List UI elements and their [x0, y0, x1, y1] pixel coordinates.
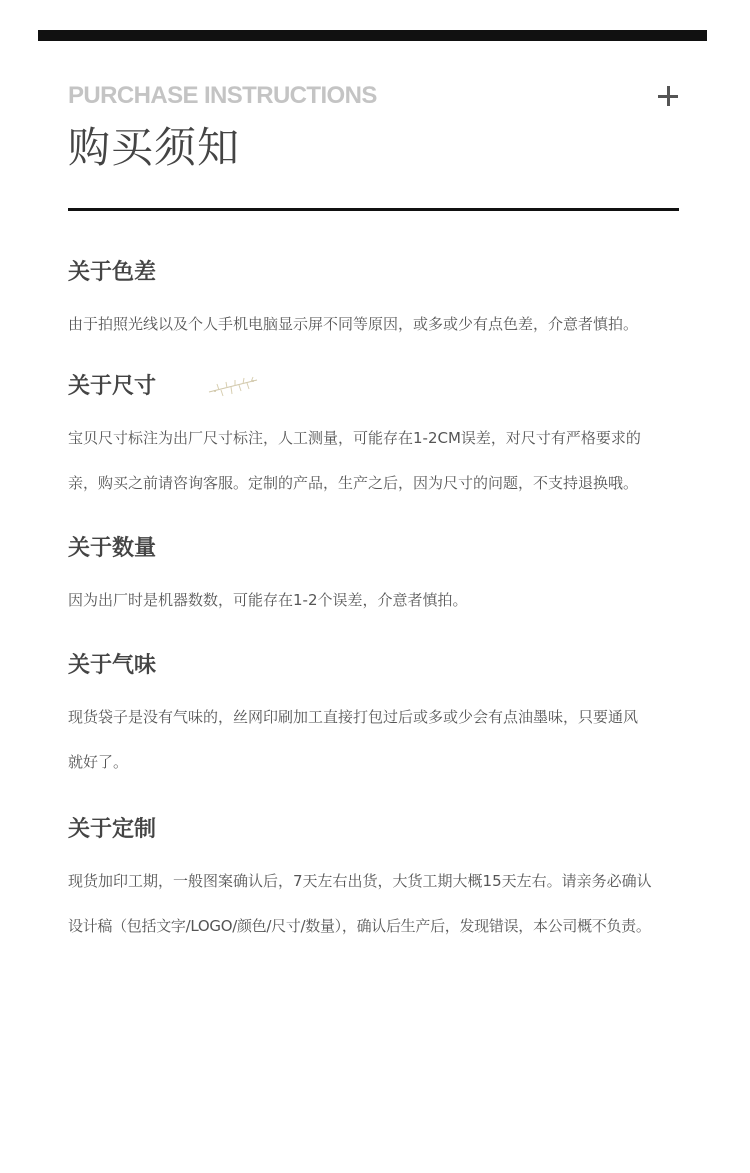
section-body-odor [68, 695, 718, 785]
header-divider [68, 208, 679, 211]
section-body-quantity [68, 578, 718, 623]
section-body-color-difference [68, 302, 718, 347]
section-line: 因为出厂时是机器数数，可能存在1-2个误差，介意者慎拍。 [68, 591, 468, 609]
section-title-color-difference: 关于色差 [68, 260, 157, 285]
section-line: 设计稿（包括文字/LOGO/颜色/尺寸/数量），确认后生产后，发现错误，本公司概不负责。 [68, 917, 651, 935]
section-title-odor: 关于气味 [68, 653, 157, 678]
page-title: 购买须知 [68, 123, 241, 172]
section-body-customization [68, 859, 718, 949]
sprig-doodle-icon [205, 372, 261, 402]
section-line: 由于拍照光线以及个人手机电脑显示屏不同等原因，或多或少有点色差，介意者慎拍。 [68, 315, 639, 333]
section-title-quantity: 关于数量 [68, 536, 157, 561]
section-line: 现货袋子是没有气味的，丝网印刷加工直接打包过后或多或少会有点油墨味，只要通风 [68, 708, 639, 726]
section-title-customization: 关于定制 [68, 817, 157, 842]
section-body-size [68, 416, 718, 506]
header-english-title: PURCHASE INSTRUCTIONS [68, 82, 377, 109]
plus-icon[interactable] [658, 86, 678, 106]
section-line: 宝贝尺寸标注为出厂尺寸标注，人工测量，可能存在1-2CM误差，对尺寸有严格要求的 [68, 429, 641, 447]
section-line: 现货加印工期，一般图案确认后，7天左右出货，大货工期大概15天左右。请亲务必确认 [68, 872, 652, 890]
section-line: 就好了。 [68, 753, 129, 771]
top-bar [38, 30, 707, 41]
section-title-size: 关于尺寸 [68, 374, 157, 399]
section-line: 亲，购买之前请咨询客服。定制的产品，生产之后，因为尺寸的问题，不支持退换哦。 [68, 474, 639, 492]
